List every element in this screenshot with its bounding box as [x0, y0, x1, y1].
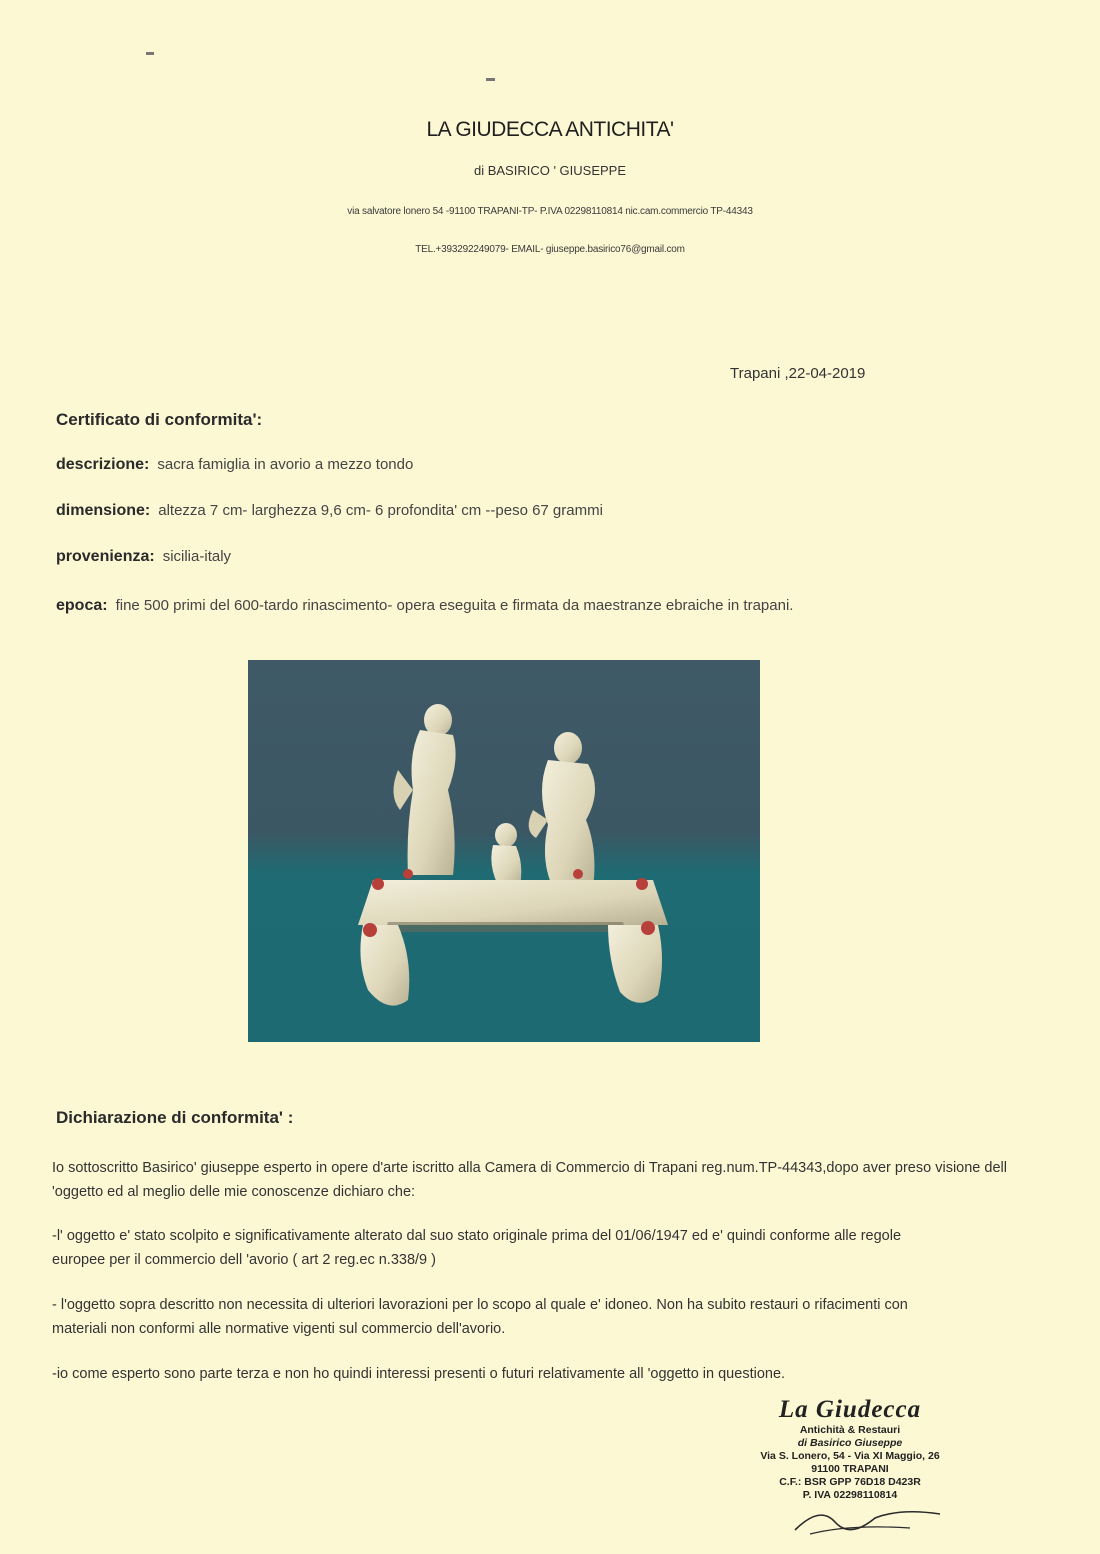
descrizione-value: sacra famiglia in avorio a mezzo tondo — [157, 456, 414, 473]
declaration-paragraph: -io come esperto sono parte terza e non ho quindi interessi presenti o futuri relativamente all 'oggetto in questione. — [52, 1366, 786, 1382]
field-dimensione — [56, 502, 1056, 520]
artwork-photo — [248, 660, 760, 1042]
signature — [790, 1500, 950, 1540]
stamp-line: P. IVA 02298110814 — [802, 1489, 898, 1501]
epoca-value: fine 500 primi del 600-tardo rinascimento- opera eseguita e firmata da maestranze ebraiche in trapani. — [115, 597, 794, 614]
stamp-line: Via S. Lonero, 54 - Via XI Maggio, 26 — [760, 1450, 940, 1462]
field-provenienza — [56, 548, 1056, 566]
stamp-line: di Basirico Giuseppe — [797, 1437, 903, 1449]
ivory-sculpture-image — [248, 660, 760, 1042]
company-name: LA GIUDECCA ANTICHITA' — [426, 118, 674, 141]
company-stamp — [700, 1396, 1000, 1502]
stamp-line: 91100 TRAPANI — [811, 1463, 889, 1475]
document-date: Trapani ,22-04-2019 — [730, 365, 866, 382]
owner-name: di BASIRICO ' GIUSEPPE — [473, 163, 627, 178]
scan-mark — [146, 52, 154, 55]
provenienza-value: sicilia-italy — [162, 548, 232, 565]
scan-mark — [486, 78, 495, 81]
declaration-paragraph: Io sottoscritto Basirico' giuseppe esperto in opere d'arte iscritto alla Camera di Commercio di Trapani reg.num.TP-44343,dopo aver preso visione dell 'oggetto ed al meglio delle mie conoscenze dichiaro che: — [52, 1160, 1007, 1200]
epoca-label: epoca: — [56, 597, 108, 614]
descrizione-label: descrizione: — [56, 456, 150, 473]
declaration-paragraph: -l' oggetto e' stato scolpito e significativamente alterato dal suo stato originale prima del 01/06/1947 ed e' quindi conforme alle regole europee per il commercio dell 'avorio ( art 2 reg.ec n.338/9 ) — [52, 1228, 902, 1268]
field-epoca — [56, 594, 956, 618]
dimensione-value: altezza 7 cm- larghezza 9,6 cm- 6 profondita' cm --peso 67 grammi — [158, 502, 603, 519]
declaration-title: Dichiarazione di conformita' : — [56, 1108, 294, 1127]
declaration-paragraph: - l'oggetto sopra descritto non necessita di ulteriori lavorazioni per lo scopo al quale e' idoneo. Non ha subito restauri o rifacimenti con materiali non conformi alle normative vigenti sul commercio dell'avorio. — [52, 1297, 908, 1337]
stamp-line: C.F.: BSR GPP 76D18 D423R — [779, 1476, 921, 1488]
field-descrizione — [56, 456, 1056, 474]
company-address: via salvatore lonero 54 -91100 TRAPANI-TP- P.IVA 02298110814 nic.cam.commercio TP-44343 — [347, 206, 753, 217]
certificate-title: Certificato di conformita': — [56, 410, 263, 429]
provenienza-label: provenienza: — [56, 548, 155, 565]
company-contact: TEL.+393292249079- EMAIL- giuseppe.basirico76@gmail.com — [415, 244, 685, 255]
dimensione-label: dimensione: — [56, 502, 151, 519]
stamp-logo: La Giudecca — [778, 1396, 922, 1423]
stamp-line: Antichità & Restauri — [799, 1424, 901, 1436]
